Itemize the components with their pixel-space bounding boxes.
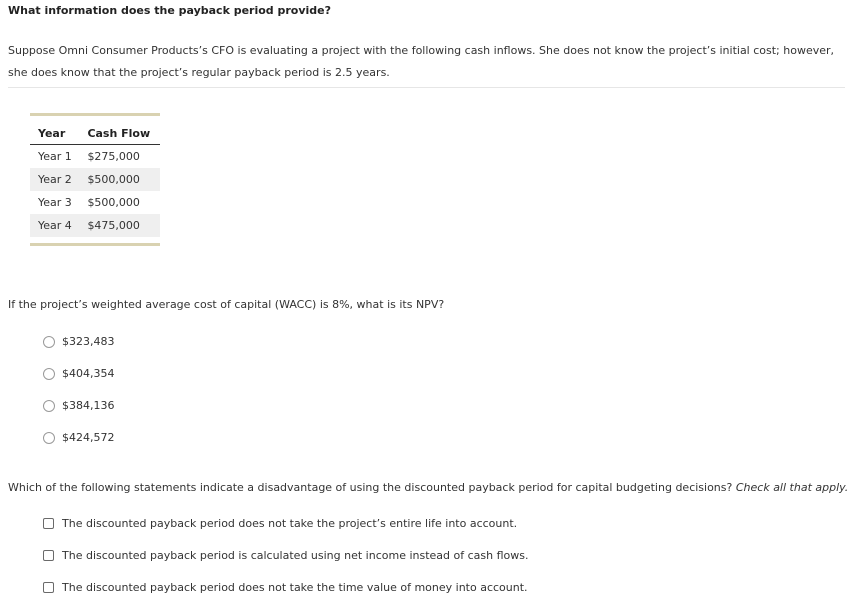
- npv-option[interactable]: [43, 367, 115, 399]
- question-text: Which of the following statements indicate a disadvantage of using the discounted payback period for capital budgeting decisions?: [8, 481, 733, 494]
- cash-flow-cell: $500,000: [77, 168, 160, 191]
- option-label: The discounted payback period does not take the time value of money into account.: [62, 581, 528, 594]
- npv-option[interactable]: [43, 399, 115, 431]
- npv-question: If the project’s weighted average cost of capital (WACC) is 8%, what is its NPV?: [8, 298, 445, 311]
- option-label: $323,483: [62, 335, 115, 348]
- table-row: [30, 145, 160, 169]
- section-heading: What information does the payback period provide?: [8, 4, 332, 17]
- table-row: [30, 191, 160, 214]
- table-row: [30, 214, 160, 237]
- year-cell: Year 2: [30, 168, 77, 191]
- radio-button[interactable]: [43, 336, 55, 348]
- table-header-row: [30, 122, 160, 145]
- option-label: $424,572: [62, 431, 115, 444]
- year-cell: Year 4: [30, 214, 77, 237]
- cash-flow-cell: $500,000: [87, 196, 140, 209]
- cash-flow-table-container: [30, 113, 160, 246]
- disadvantage-options: [43, 517, 529, 613]
- npv-option[interactable]: [43, 335, 115, 367]
- question-instruction: Check all that apply.: [735, 481, 849, 494]
- disadvantage-question: [8, 481, 848, 494]
- cash-flow-cell: $275,000: [87, 150, 140, 163]
- npv-option[interactable]: [43, 431, 115, 463]
- radio-button[interactable]: [43, 400, 55, 412]
- disadvantage-option[interactable]: [43, 549, 529, 581]
- cash-flow-cell: $475,000: [77, 214, 160, 237]
- divider: [8, 87, 845, 88]
- disadvantage-option[interactable]: [43, 517, 529, 549]
- npv-options: [43, 335, 115, 463]
- radio-button[interactable]: [43, 432, 55, 444]
- column-header-cash-flow: Cash Flow: [77, 122, 160, 145]
- option-label: The discounted payback period does not take the project’s entire life into account.: [62, 517, 518, 530]
- option-label: The discounted payback period is calculated using net income instead of cash flows.: [62, 549, 529, 562]
- radio-button[interactable]: [43, 368, 55, 380]
- option-label: $404,354: [62, 367, 115, 380]
- cash-flow-table: [30, 122, 160, 237]
- year-cell: Year 1: [38, 150, 72, 163]
- checkbox[interactable]: [43, 582, 54, 593]
- checkbox[interactable]: [43, 550, 54, 561]
- intro-paragraph: Suppose Omni Consumer Products’s CFO is evaluating a project with the following cash inflows. She does not know the project’s initial cost; however, she does know that the project’s regular payback period is 2.5 years.: [8, 44, 835, 79]
- checkbox[interactable]: [43, 518, 54, 529]
- year-cell: Year 3: [38, 196, 72, 209]
- table-row: [30, 168, 160, 191]
- option-label: $384,136: [62, 399, 115, 412]
- column-header-year: Year: [30, 122, 77, 145]
- disadvantage-option[interactable]: [43, 581, 529, 613]
